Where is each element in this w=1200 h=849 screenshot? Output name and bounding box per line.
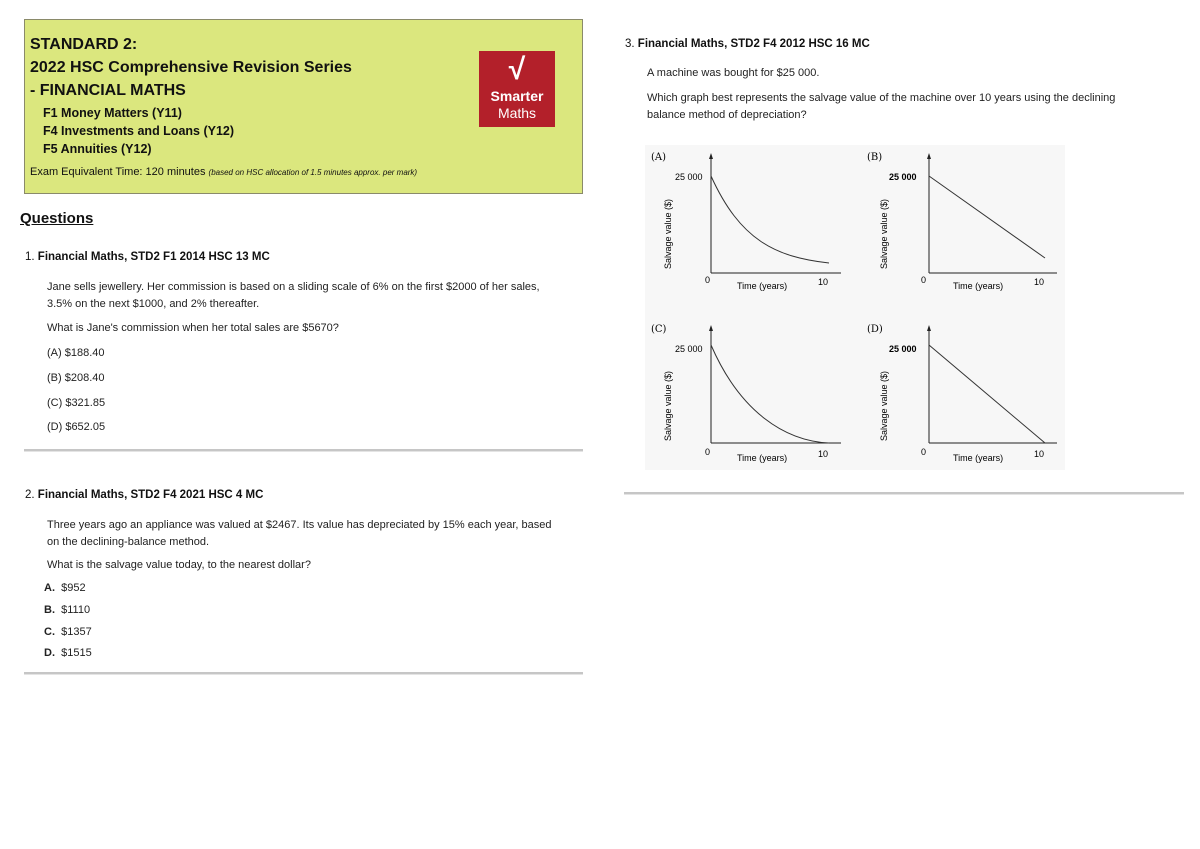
option-letter: C. xyxy=(44,626,55,638)
question-1-option-d[interactable]: (D) $652.05 xyxy=(47,421,106,433)
question-3-text2 xyxy=(647,90,1167,124)
question-1-option-c[interactable]: (C) $321.85 xyxy=(47,397,106,409)
exam-time xyxy=(30,166,417,178)
header-topic-f5: F5 Annuities (Y12) xyxy=(43,142,152,156)
option-value: $1515 xyxy=(61,647,92,659)
question-3-title xyxy=(625,38,870,50)
question-1-title xyxy=(25,251,270,263)
header-standard: STANDARD 2: xyxy=(30,36,138,53)
option-value: $1110 xyxy=(61,604,91,616)
option-value: $1357 xyxy=(61,626,92,638)
question-3-text2-line1: Which graph best represents the salvage value of the machine over 10 years using the declining xyxy=(647,92,1116,104)
graph-b-x-tick: 10 xyxy=(1034,277,1045,287)
graph-b-y-label: Salvage value ($) xyxy=(879,198,889,269)
graph-c-y-tick: 25 000 xyxy=(675,344,703,354)
question-2-text xyxy=(47,517,587,551)
question-3-text1: A machine was bought for $25 000. xyxy=(647,67,820,79)
graph-d-origin: 0 xyxy=(921,447,927,457)
graph-c-origin: 0 xyxy=(705,447,711,457)
graph-d-label: (D) xyxy=(867,324,883,335)
graph-options xyxy=(645,145,1065,470)
graph-c-y-label: Salvage value ($) xyxy=(663,370,673,441)
header-box xyxy=(24,19,583,194)
divider xyxy=(24,449,583,452)
option-value: $952 xyxy=(61,582,86,594)
logo-text-smarter: Smarter xyxy=(490,88,544,104)
question-1-question: What is Jane's commission when her total sales are $5670? xyxy=(47,322,339,334)
option-letter: A. xyxy=(44,582,55,594)
question-1-text-line1: Jane sells jewellery. Her commission is based on a sliding scale of 6% on the first $2000 of her sales, xyxy=(47,281,540,293)
question-3-number: 3. xyxy=(625,38,635,50)
graph-a-y-tick: 25 000 xyxy=(675,172,703,182)
graph-d-y-tick: 25 000 xyxy=(889,344,917,354)
question-2-question: What is the salvage value today, to the nearest dollar? xyxy=(47,559,311,571)
graph-d-x-tick: 10 xyxy=(1034,449,1045,459)
question-1-text xyxy=(47,279,587,313)
header-topic-title: - FINANCIAL MATHS xyxy=(30,82,186,99)
smarter-maths-logo xyxy=(479,51,555,127)
header-topic-f4: F4 Investments and Loans (Y12) xyxy=(43,124,235,138)
exam-time-label: Exam Equivalent Time: 120 minutes xyxy=(30,166,206,178)
graph-d-x-label: Time (years) xyxy=(953,453,1004,463)
questions-heading: Questions xyxy=(20,210,94,227)
option-letter: B. xyxy=(44,604,55,616)
question-2-text-line2: on the declining-balance method. xyxy=(47,536,210,548)
graph-a-y-label: Salvage value ($) xyxy=(663,198,673,269)
question-1-option-a[interactable]: (A) $188.40 xyxy=(47,347,105,359)
question-1-number: 1. xyxy=(25,251,35,263)
graph-b-origin: 0 xyxy=(921,275,927,285)
graph-a-origin: 0 xyxy=(705,275,711,285)
graph-b-y-tick: 25 000 xyxy=(889,172,917,182)
question-3-text2-line2: balance method of depreciation? xyxy=(647,109,807,121)
graph-a-x-label: Time (years) xyxy=(737,281,788,291)
question-2-number: 2. xyxy=(25,489,35,501)
header-topic-f1: F1 Money Matters (Y11) xyxy=(43,106,182,120)
question-2-option-c[interactable] xyxy=(44,626,92,638)
divider xyxy=(624,492,1184,495)
graph-c-label: (C) xyxy=(651,324,667,335)
question-2-option-b[interactable] xyxy=(44,604,90,616)
question-1-option-b[interactable]: (B) $208.40 xyxy=(47,372,105,384)
graph-a-label: (A) xyxy=(651,152,667,163)
exam-time-note: (based on HSC allocation of 1.5 minutes approx. per mark) xyxy=(208,168,418,177)
question-1-text-line2: 3.5% on the next $1000, and 2% thereafter. xyxy=(47,298,260,310)
question-3-title-text: Financial Maths, STD2 F4 2012 HSC 16 MC xyxy=(637,38,870,50)
divider xyxy=(24,672,583,675)
graph-c-x-tick: 10 xyxy=(818,449,829,459)
checkmark-icon: √ xyxy=(508,53,526,86)
graph-panel-background xyxy=(645,145,1065,470)
question-1-title-text: Financial Maths, STD2 F1 2014 HSC 13 MC xyxy=(37,251,270,263)
question-2-option-a[interactable] xyxy=(44,582,86,594)
option-letter: D. xyxy=(44,647,55,659)
logo-text-maths: Maths xyxy=(497,105,537,121)
graph-c-x-label: Time (years) xyxy=(737,453,788,463)
question-2-text-line1: Three years ago an appliance was valued at $2467. Its value has depreciated by 15% each year, based xyxy=(47,519,552,531)
graph-b-label: (B) xyxy=(867,152,883,163)
question-2-title xyxy=(25,489,263,501)
question-2-option-d[interactable] xyxy=(44,647,92,659)
header-series-title: 2022 HSC Comprehensive Revision Series xyxy=(30,59,352,76)
graph-d-y-label: Salvage value ($) xyxy=(879,370,889,441)
graph-a-x-tick: 10 xyxy=(818,277,829,287)
graph-b-x-label: Time (years) xyxy=(953,281,1004,291)
question-2-title-text: Financial Maths, STD2 F4 2021 HSC 4 MC xyxy=(37,489,264,501)
